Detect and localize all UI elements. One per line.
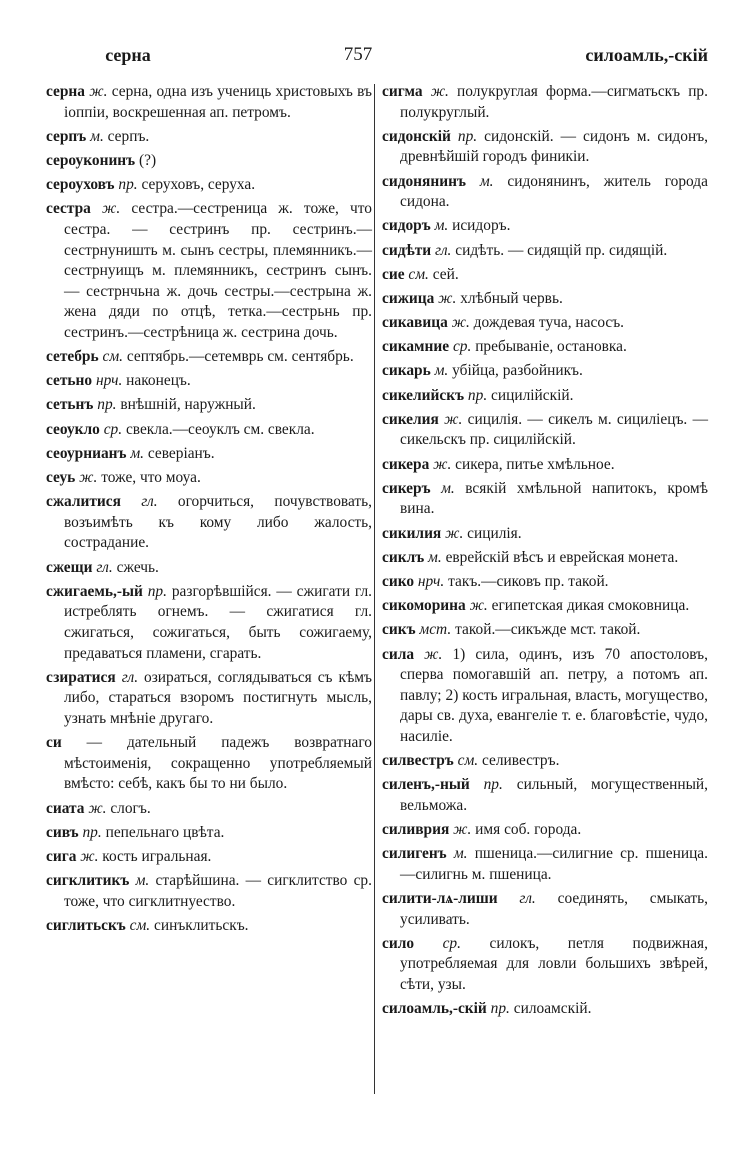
- dictionary-entry: [382, 361, 708, 382]
- running-head-right: силоамль,-скій: [585, 44, 708, 65]
- dictionary-entry: [382, 313, 708, 334]
- grammar-label: см.: [102, 348, 124, 366]
- headword: сетебрь: [46, 348, 99, 366]
- headword: сико: [382, 572, 415, 590]
- definition: сицилія.: [467, 524, 522, 542]
- headword: силенъ,-ный: [382, 776, 470, 794]
- headword: сетьно: [46, 372, 93, 390]
- headword: сестра: [46, 200, 91, 218]
- dictionary-entry: [382, 524, 708, 545]
- definition: имя соб. города.: [475, 821, 582, 839]
- dictionary-entry: [382, 82, 708, 123]
- headword: силиврия: [382, 821, 450, 839]
- headword: сикилия: [382, 524, 442, 542]
- dictionary-entry: [382, 844, 708, 885]
- definition: серпъ.: [107, 127, 150, 145]
- dictionary-entry: [382, 572, 708, 593]
- definition: убійца, разбойникъ.: [452, 362, 583, 380]
- headword: сетьнъ: [46, 396, 94, 414]
- grammar-label: ж.: [444, 410, 463, 428]
- headword: серна: [46, 83, 85, 100]
- grammar-label: ср.: [442, 934, 461, 952]
- grammar-label: м.: [90, 127, 104, 145]
- definition: старѣйшина. — сигклитство ср. тоже, что сигклитнуество.: [64, 872, 372, 910]
- headword: силигенъ: [382, 845, 447, 863]
- headword: сига: [46, 847, 77, 865]
- definition: такъ.—сиковъ пр. такой.: [448, 572, 609, 590]
- definition: сидонянинъ, житель города сидона.: [400, 172, 708, 211]
- definition: полукруглая форма.—сигматьскъ пр. полукруглый.: [400, 83, 708, 121]
- headword: сигклитикъ: [46, 872, 130, 890]
- definition: слогъ.: [110, 799, 151, 817]
- grammar-label: пр.: [82, 823, 102, 841]
- definition: пепельнаго цвѣта.: [105, 823, 225, 841]
- definition: наконецъ.: [126, 372, 191, 390]
- headword: сеуь: [46, 469, 76, 487]
- headword: сидонянинъ: [382, 172, 466, 190]
- grammar-label: ж.: [438, 289, 457, 307]
- headword: сиклъ: [382, 548, 425, 566]
- dictionary-entry: [382, 751, 708, 772]
- dictionary-entry: [46, 175, 372, 196]
- definition: селивестръ.: [482, 752, 560, 770]
- definition: свекла.—сеоуклъ см. свекла.: [125, 420, 315, 438]
- headword: сидѣти: [382, 241, 432, 259]
- grammar-label: ж.: [80, 847, 99, 865]
- grammar-label: пр.: [467, 386, 488, 404]
- headword: сикамние: [382, 338, 450, 356]
- dictionary-entry: [46, 582, 372, 664]
- dictionary-entry: [46, 199, 372, 343]
- grammar-label: гл.: [141, 493, 158, 511]
- dictionary-entry: [382, 889, 708, 930]
- headword: сидоръ: [382, 217, 431, 235]
- left-column: [46, 82, 372, 940]
- definition: септябрь.—сетемврь см. сентябрь.: [126, 348, 354, 366]
- grammar-label: ж.: [102, 200, 121, 218]
- right-column: [382, 82, 708, 1023]
- definition: силокъ, петля подвижная, употребляемая для ловли большихъ звѣрей, сѣти, узы.: [400, 934, 708, 993]
- definition: сильный, могущественный, вельможа.: [400, 776, 708, 814]
- headword: сероуконинъ: [46, 151, 136, 169]
- dictionary-entry: [382, 479, 708, 520]
- headword: сероуховъ: [46, 176, 115, 194]
- page-header: [48, 40, 708, 70]
- definition: 1) сила, одинъ, изъ 70 апостоловъ, сперва помогавшій ап. петру, а потомъ ап. павлу; 2) кость игральная, власть, могущество, дары св. духа, евангеліе т. е. благовѣстіе, чудо, насиліе.: [400, 645, 708, 745]
- dictionary-entry: [46, 799, 372, 820]
- grammar-label: м.: [434, 362, 449, 380]
- dictionary-entry: [46, 151, 372, 172]
- dictionary-entry: [46, 668, 372, 730]
- headword: сивъ: [46, 823, 79, 841]
- grammar-label: см.: [408, 265, 429, 283]
- headword: сикоморина: [382, 597, 466, 615]
- headword: серпъ: [46, 127, 87, 145]
- dictionary-entry: [46, 847, 372, 868]
- grammar-label: м.: [428, 548, 442, 566]
- definition: всякій хмѣльной напитокъ, кромѣ вина.: [400, 479, 708, 518]
- grammar-label: пр.: [147, 582, 167, 600]
- definition: соединять, смыкать, усиливать.: [400, 890, 708, 928]
- headword: сеоукло: [46, 420, 100, 438]
- headword: сикелия: [382, 410, 439, 428]
- definition: пребываніе, остановка.: [475, 338, 627, 356]
- dictionary-entry: [46, 916, 372, 937]
- headword: силоамль,-скій: [382, 1000, 487, 1018]
- headword: сжалитися: [46, 493, 121, 511]
- grammar-label: ж.: [451, 314, 470, 332]
- definition: внѣшній, наружный.: [120, 396, 256, 414]
- grammar-label: ж.: [453, 821, 472, 839]
- headword: сигма: [382, 83, 423, 100]
- dictionary-entry: [382, 775, 708, 816]
- definition: еврейскій вѣсъ и еврейская монета.: [445, 548, 679, 566]
- headword: сжещи: [46, 558, 93, 576]
- dictionary-entry: [46, 347, 372, 368]
- dictionary-entry: [46, 444, 372, 465]
- headword: силвестръ: [382, 752, 454, 770]
- grammar-label: ж.: [433, 455, 452, 473]
- grammar-label: м.: [441, 479, 455, 497]
- dictionary-entry: [46, 468, 372, 489]
- definition: сидонскій. — сидонъ м. сидонъ, древнѣйшій городъ финикіи.: [400, 127, 708, 166]
- dictionary-entry: [382, 289, 708, 310]
- dictionary-entry: [382, 410, 708, 451]
- definition: серна, одна изъ учениць христовыхъ въ іоппіи, воскрешенная ап. петромъ.: [64, 83, 372, 121]
- dictionary-entry: [382, 127, 708, 168]
- dictionary-entry: [46, 733, 372, 795]
- grammar-label: гл.: [435, 241, 452, 259]
- definition: сей.: [432, 265, 459, 283]
- dictionary-entry: [382, 241, 708, 262]
- headword: сикера: [382, 455, 430, 473]
- definition: дождевая туча, насосъ.: [473, 314, 625, 332]
- grammar-label: ср.: [452, 338, 472, 356]
- grammar-label: пр.: [457, 127, 478, 145]
- definition: сицилія. — сикелъ м. сицилiецъ. — сикельскъ пр. сицилійскій.: [400, 410, 708, 449]
- definition: тоже, что моуа.: [101, 469, 201, 487]
- headword: сиата: [46, 799, 85, 817]
- grammar-label: м.: [479, 172, 494, 190]
- definition: серуховъ, серуха.: [141, 176, 256, 194]
- dictionary-entry: [382, 620, 708, 641]
- grammar-label: пр.: [490, 1000, 510, 1018]
- grammar-label: ж.: [88, 799, 107, 817]
- grammar-label: м.: [135, 872, 150, 890]
- grammar-label: см.: [457, 752, 479, 770]
- dictionary-entry: [46, 558, 372, 579]
- definition: огорчиться, почувствовать, возъимѣть къ кому либо жалость, сострадание.: [64, 493, 372, 552]
- grammar-label: ж.: [424, 645, 443, 663]
- dictionary-entry: [382, 337, 708, 358]
- definition: хлѣбный червь.: [460, 289, 563, 307]
- definition: озираться, соглядываться съ кѣмъ либо, стараться взоромъ постигнуть мысль, узнать мнѣніе другаго.: [64, 668, 372, 727]
- headword: сзиратися: [46, 668, 116, 686]
- headword: сжигаемь,-ый: [46, 582, 143, 600]
- grammar-label: м.: [130, 444, 145, 462]
- grammar-label: ж.: [89, 83, 108, 100]
- dictionary-entry: [382, 596, 708, 617]
- definition: разгорѣвшійся. — сжигати гл. истреблять огнемъ. — сжигатися гл. сжигаться, сожигаться, быть сожигаему, предаваться пламени, сгарать.: [64, 582, 372, 662]
- grammar-label: нрч.: [95, 372, 123, 390]
- dictionary-entry: [46, 371, 372, 392]
- headword: силити-лѧ-лиши: [382, 890, 498, 908]
- definition: сикера, питье хмѣльное.: [455, 455, 615, 473]
- dictionary-entry: [46, 82, 372, 123]
- dictionary-entry: [382, 934, 708, 996]
- grammar-label: пр.: [118, 176, 138, 194]
- definition: — дательный падежъ возвратнаго мѣстоименія, сокращенно употребляемый вмѣсто: себѣ, какъ бы то ни было.: [64, 734, 372, 793]
- grammar-label: гл.: [96, 558, 113, 576]
- grammar-label: ж.: [430, 83, 449, 100]
- grammar-label: мст.: [419, 621, 452, 639]
- definition: сестра.—сестреница ж. тоже, что сестра. — сестринъ пр. сестринъ.—сестрнуништь м. сынъ сестры, племянникъ.—сестрнуищъ м. племянникъ, сестринъ сынъ. — сестрнчьна ж. дочь сестры.—сестрына ж. жена дяди по отцѣ, тетка.—сестрьнь пр. сестринъ.—сестрѣница ж. сестрина дочь.: [64, 200, 372, 341]
- grammar-label: ж.: [79, 469, 98, 487]
- dictionary-entry: [382, 548, 708, 569]
- definition: сицилійскій.: [491, 386, 574, 404]
- grammar-label: пр.: [483, 776, 503, 794]
- grammar-label: ср.: [103, 420, 123, 438]
- definition: (?): [139, 151, 157, 169]
- dictionary-entry: [46, 871, 372, 912]
- headword: сидонскій: [382, 127, 451, 145]
- headword: сикелийскъ: [382, 386, 465, 404]
- dictionary-entry: [46, 492, 372, 554]
- grammar-label: пр.: [97, 396, 117, 414]
- definition: силоамскій.: [513, 1000, 592, 1018]
- dictionary-entry: [382, 386, 708, 407]
- grammar-label: гл.: [121, 668, 139, 686]
- dictionary-entry: [382, 265, 708, 286]
- grammar-label: ж.: [469, 597, 488, 615]
- grammar-label: нрч.: [417, 572, 445, 590]
- headword: сиглитьскъ: [46, 916, 126, 934]
- definition: такой.—сикъжде мст. такой.: [455, 621, 641, 639]
- headword: сикавица: [382, 314, 448, 332]
- headword: сило: [382, 934, 415, 952]
- grammar-label: гл.: [519, 890, 536, 908]
- dictionary-entry: [46, 127, 372, 148]
- headword: сикарь: [382, 362, 431, 380]
- dictionary-entry: [46, 823, 372, 844]
- grammar-label: ж.: [445, 524, 464, 542]
- headword: сила: [382, 645, 415, 663]
- definition: исидоръ.: [452, 217, 511, 235]
- page-number: 757: [343, 44, 373, 65]
- definition: кость игральная.: [102, 847, 212, 865]
- definition: пшеница.—силигние ср. пшеница.—силигнь м. пшеница.: [400, 845, 708, 883]
- grammar-label: м.: [434, 217, 449, 235]
- dictionary-entry: [46, 395, 372, 416]
- definition: сжечь.: [116, 558, 159, 576]
- dictionary-entry: [382, 999, 708, 1020]
- headword: сижица: [382, 289, 435, 307]
- definition: египетская дикая смоковница.: [491, 597, 690, 615]
- dictionary-entry: [382, 172, 708, 213]
- headword: сикеръ: [382, 479, 431, 497]
- dictionary-entry: [382, 455, 708, 476]
- definition: синъклитьскъ.: [154, 916, 249, 934]
- dictionary-entry: [46, 420, 372, 441]
- definition: северіанъ.: [147, 444, 215, 462]
- dictionary-entry: [382, 216, 708, 237]
- grammar-label: м.: [453, 845, 468, 863]
- dictionary-entry: [382, 820, 708, 841]
- headword: сие: [382, 265, 405, 283]
- dictionary-entry: [382, 645, 708, 748]
- headword: си: [46, 734, 62, 752]
- running-head-left: серна: [105, 44, 151, 65]
- definition: сидѣть. — сидящій пр. сидящій.: [455, 241, 668, 259]
- column-divider: [374, 84, 375, 1094]
- grammar-label: см.: [129, 916, 151, 934]
- headword: сеоурнианъ: [46, 444, 127, 462]
- headword: сикъ: [382, 621, 416, 639]
